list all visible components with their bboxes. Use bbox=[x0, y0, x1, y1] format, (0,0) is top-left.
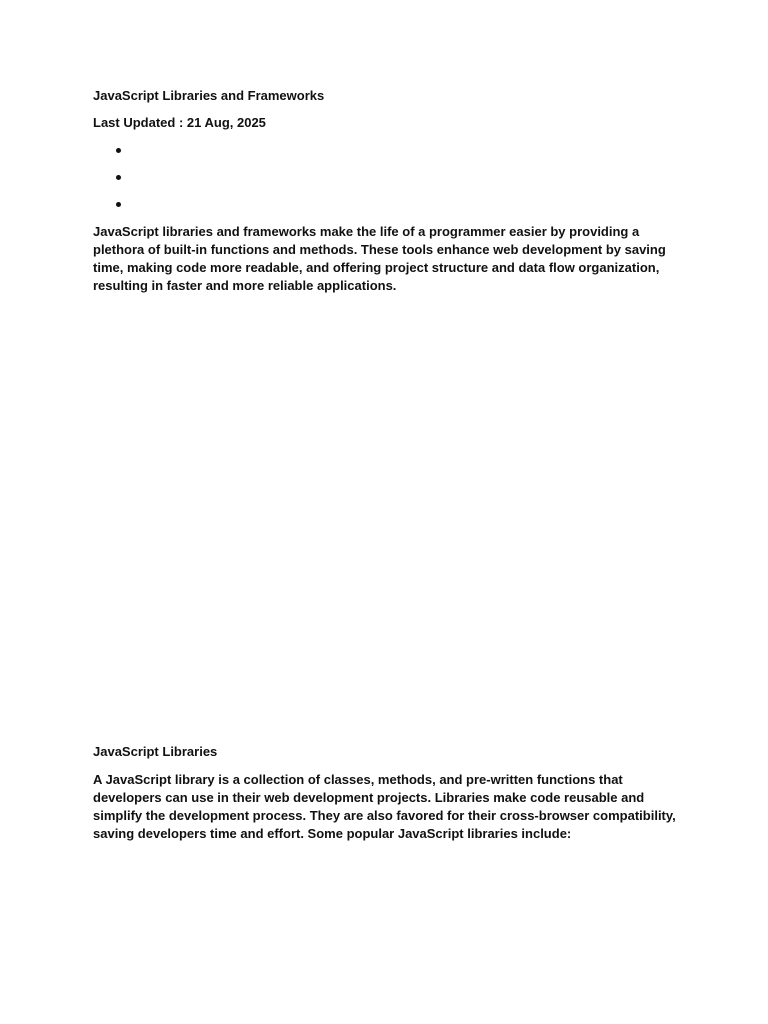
page-title: JavaScript Libraries and Frameworks bbox=[93, 88, 325, 103]
last-updated: Last Updated : 21 Aug, 2025 bbox=[93, 115, 266, 130]
bullet-icon bbox=[116, 175, 121, 180]
bullet-icon bbox=[116, 148, 121, 153]
libraries-paragraph: A JavaScript library is a collection of classes, methods, and pre-written functions that developers can use in their web development projects. Libraries make code reusable and simplify the development process. They are also favored for their cross-browser compatibility, saving developers time and effort. Some popular JavaScript libraries include: bbox=[93, 772, 676, 841]
intro-paragraph: JavaScript libraries and frameworks make the life of a programmer easier by providing a plethora of built-in functions and methods. These tools enhance web development by saving time, making code more readable, and offering project structure and data flow organization, resulting in faster and more reliable applications. bbox=[93, 224, 666, 293]
bullet-icon bbox=[116, 202, 121, 207]
section-heading-libraries: JavaScript Libraries bbox=[93, 744, 218, 759]
